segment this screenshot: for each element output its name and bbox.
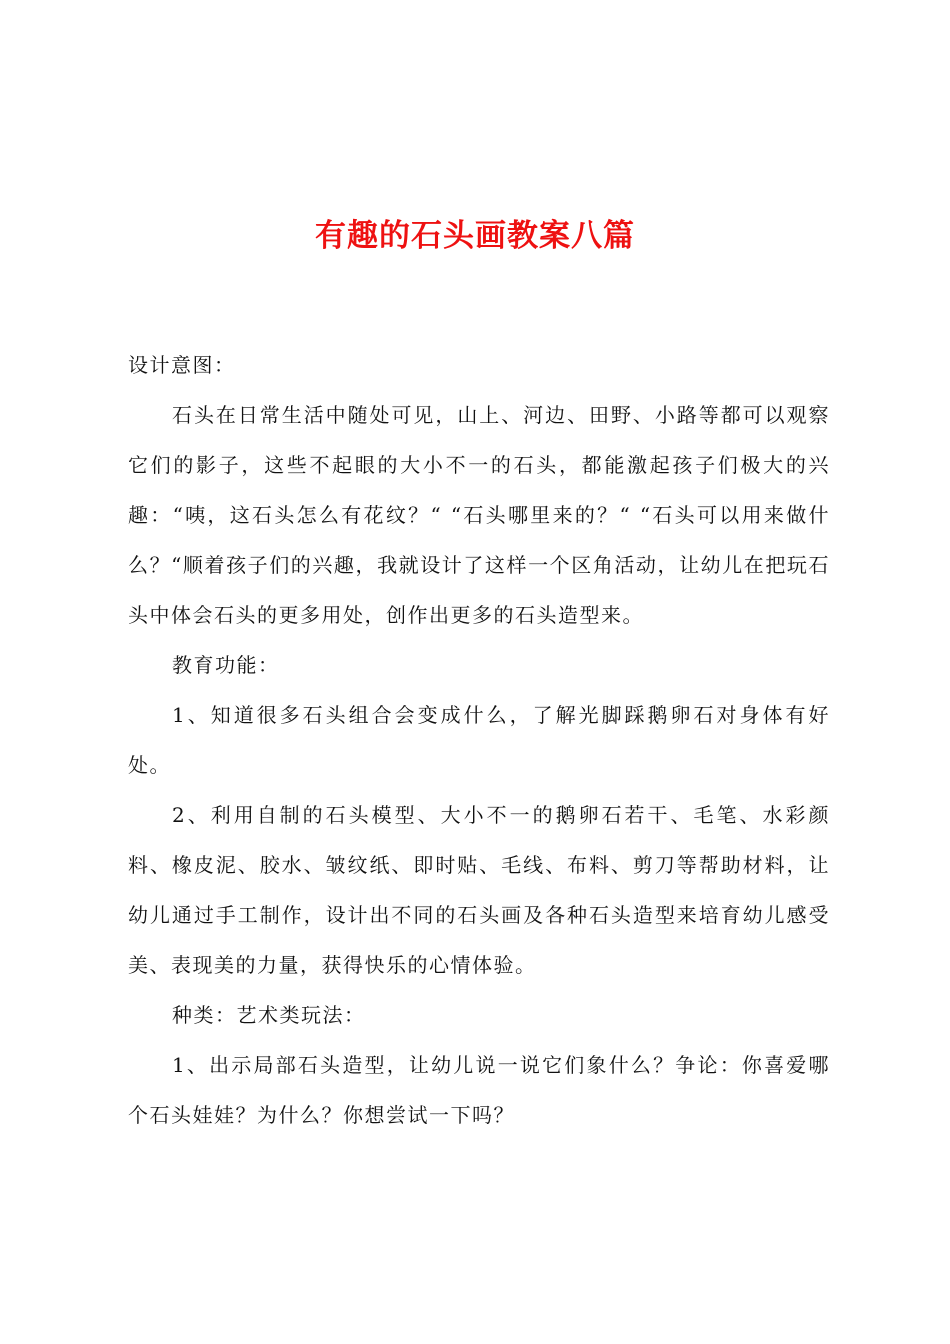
- paragraph-play-item-1: 1、出示局部石头造型，让幼儿说一说它们象什么？争论：你喜爱哪个石头娃娃？为什么？你想尝试一下吗？: [128, 1053, 830, 1127]
- document-body: [128, 340, 830, 1140]
- paragraph-design-intent-heading: 设计意图：: [128, 353, 236, 377]
- document-title: 有趣的石头画教案八篇: [315, 218, 635, 254]
- paragraph-education-function-heading: 教育功能：: [172, 653, 280, 677]
- paragraph-function-item-2: 2、利用自制的石头模型、大小不一的鹅卵石若干、毛笔、水彩颜料、橡皮泥、胶水、皱纹纸、即时贴、毛线、布料、剪刀等帮助材料，让幼儿通过手工制作，设计出不同的石头画及各种石头造型来培育幼儿感受美、表现美的力量，获得快乐的心情体验。: [128, 803, 830, 977]
- paragraph-category-heading: 种类：艺术类玩法：: [172, 1003, 366, 1027]
- paragraph-design-intent: 石头在日常生活中随处可见，山上、河边、田野、小路等都可以观察它们的影子，这些不起眼的大小不一的石头，都能激起孩子们极大的兴趣：“咦，这石头怎么有花纹？“ “石头哪里来的？“ “石头可以用来做什么？“顺着孩子们的兴趣，我就设计了这样一个区角活动，让幼儿在把玩石头中体会石头的更多用处，创作出更多的石头造型来。: [128, 403, 830, 627]
- paragraph-function-item-1: 1、知道很多石头组合会变成什么，了解光脚踩鹅卵石对身体有好处。: [128, 703, 830, 777]
